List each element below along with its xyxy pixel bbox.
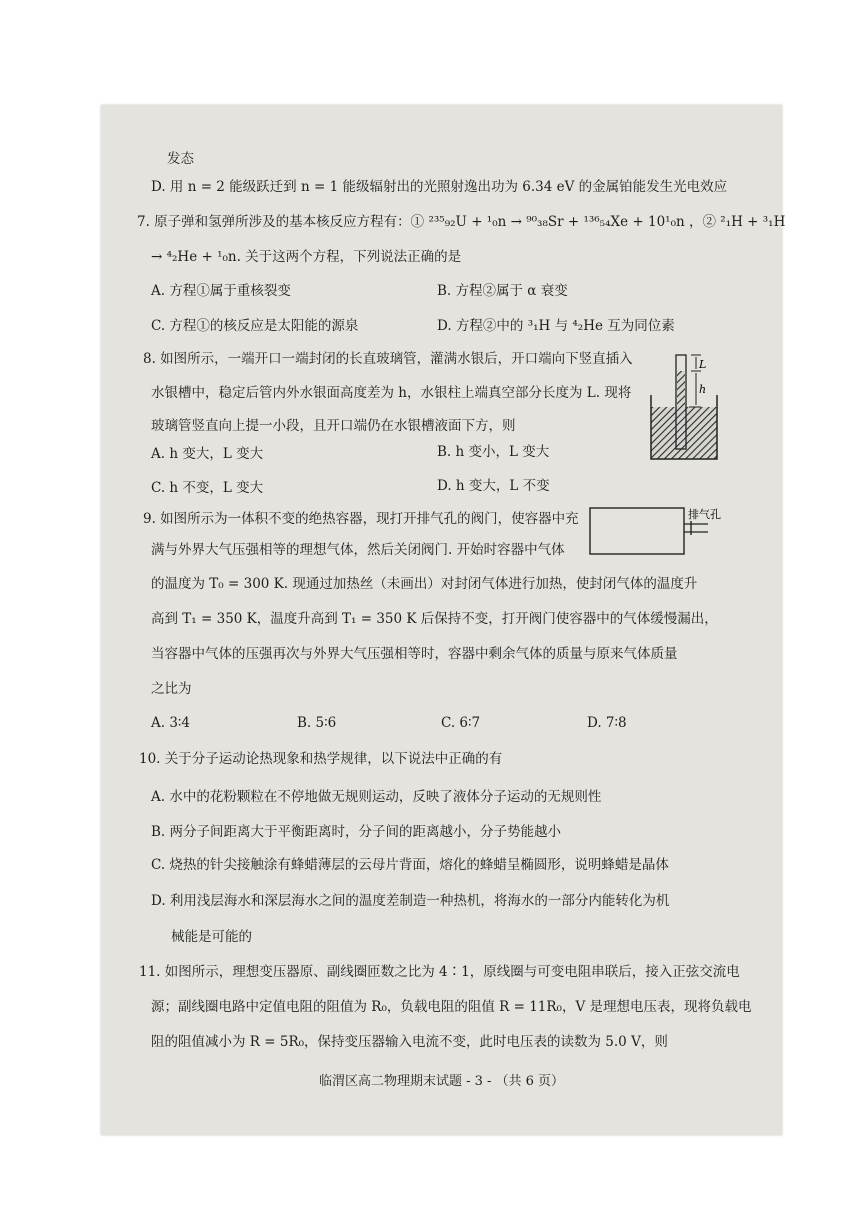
insulated-container bbox=[590, 508, 684, 554]
question-11-stem: 阻的阻值减小为 R = 5R₀，保持变压器输入电流不变，此时电压表的读数为 5.0 V，则 bbox=[151, 1034, 668, 1050]
label-h: h bbox=[699, 383, 707, 396]
mercury-column bbox=[677, 371, 685, 449]
label-L: L bbox=[699, 358, 707, 371]
question-10-stem: 10. 关于分子运动论热现象和热学规律，以下说法中正确的有 bbox=[139, 751, 503, 767]
option-b: B. 5∶6 bbox=[297, 715, 337, 731]
question-8-stem: 玻璃管竖直向上提一小段，且开口端仍在水银槽液面下方，则 bbox=[151, 418, 516, 434]
question-8-stem: 水银槽中，稳定后管内外水银面高度差为 h，水银柱上端真空部分长度为 L. 现将 bbox=[151, 385, 632, 401]
option-a: A. 方程①属于重核裂变 bbox=[151, 283, 291, 299]
option-b: B. 方程②属于 α 衰变 bbox=[437, 283, 568, 299]
question-7-stem: 7. 原子弹和氢弹所涉及的基本核反应方程有：① ²³⁵₉₂U + ¹₀n → ⁹⁰₃₈Sr + ¹³⁶₅₄Xe + 10¹₀n ，② ²₁H + ³₁H bbox=[137, 214, 786, 230]
option-c: C. h 不变，L 变大 bbox=[151, 480, 264, 496]
question-8-stem: 8. 如图所示，一端开口一端封闭的长直玻璃管，灌满水银后，开口端向下竖直插入 bbox=[143, 351, 633, 367]
question-9-stem: 的温度为 T₀ = 300 K. 现通过加热丝（未画出）对封闭气体进行加热，使封闭气体的温度升 bbox=[151, 576, 698, 592]
question-11-stem: 11. 如图所示，理想变压器原、副线圈匝数之比为 4∶1，原线圈与可变电阻串联后，接入正弦交流电 bbox=[139, 964, 740, 980]
option-d: D. h 变大，L 不变 bbox=[437, 478, 550, 494]
text-line: D. 用 n = 2 能级跃迁到 n = 1 能级辐射出的光照射逸出功为 6.34 eV 的金属铂能发生光电效应 bbox=[151, 179, 728, 195]
option-b: B. 两分子间距离大于平衡距离时，分子间的距离越小，分子势能越小 bbox=[151, 824, 562, 840]
option-c: C. 6∶7 bbox=[441, 715, 481, 731]
mercury-tube-figure bbox=[639, 335, 724, 463]
page-footer: 临渭区高二物理期末试题 - 3 - （共 6 页） bbox=[318, 1074, 565, 1089]
question-9-stem: 当容器中气体的压强再次与外界大气压强相等时，容器中剩余气体的质量与原来气体质量 bbox=[151, 646, 678, 662]
option-b: B. h 变小，L 变大 bbox=[437, 444, 550, 460]
option-c: C. 烧热的针尖接触涂有蜂蜡薄层的云母片背面，熔化的蜂蜡呈椭圆形，说明蜂蜡是晶体 bbox=[151, 857, 669, 873]
question-9-stem: 满与外界大气压强相等的理想气体，然后关闭阀门. 开始时容器中气体 bbox=[151, 542, 565, 558]
exam-page bbox=[101, 105, 786, 1135]
question-9-stem: 高到 T₁ = 350 K，温度升高到 T₁ = 350 K 后保持不变，打开阀门使容器中的气体缓慢漏出， bbox=[151, 611, 718, 627]
text-line: 发态 bbox=[167, 151, 194, 167]
question-7-stem: → ⁴₂He + ¹₀n. 关于这两个方程，下列说法正确的是 bbox=[151, 249, 462, 265]
option-a: A. 3∶4 bbox=[151, 715, 191, 731]
container-figure bbox=[588, 500, 728, 562]
option-d-continued: 械能是可能的 bbox=[171, 929, 252, 945]
option-a: A. 水中的花粉颗粒在不停地做无规则运动，反映了液体分子运动的无规则性 bbox=[151, 789, 602, 805]
option-a: A. h 变大，L 变大 bbox=[151, 446, 264, 462]
question-11-stem: 源；副线圈电路中定值电阻的阻值为 R₀，负载电阻的阻值 R = 11R₀，V 是理想电压表，现将负载电 bbox=[151, 999, 752, 1015]
option-c: C. 方程①的核反应是太阳能的源泉 bbox=[151, 318, 359, 334]
vent-label: 排气孔 bbox=[688, 508, 721, 521]
question-9-stem: 9. 如图所示为一体积不变的绝热容器，现打开排气孔的阀门，使容器中充 bbox=[143, 511, 579, 527]
question-9-stem: 之比为 bbox=[151, 681, 192, 697]
option-d: D. 7∶8 bbox=[587, 715, 627, 731]
option-d: D. 利用浅层海水和深层海水之间的温度差制造一种热机，将海水的一部分内能转化为机 bbox=[151, 893, 670, 909]
option-d: D. 方程②中的 ³₁H 与 ⁴₂He 互为同位素 bbox=[437, 318, 675, 334]
